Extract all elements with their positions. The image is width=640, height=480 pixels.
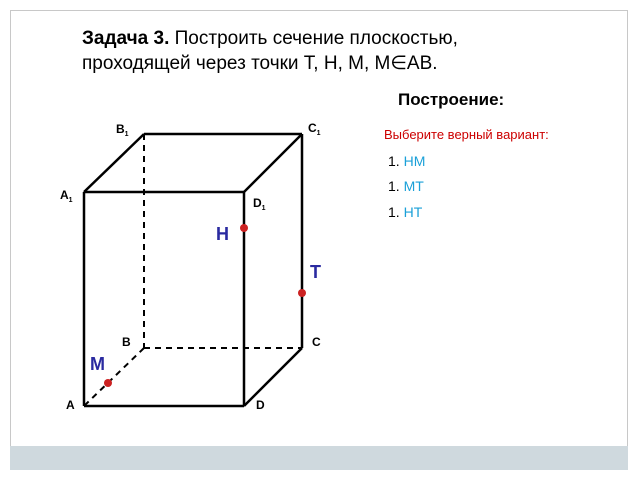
task-line1: Построить сечение плоскостью,	[174, 28, 458, 49]
vertex-d: D	[256, 398, 265, 412]
edge-d1-c1	[244, 134, 302, 192]
vertex-d1: $D_1$	[253, 196, 266, 212]
vertex-c1: $C_1$	[308, 121, 321, 137]
task-title: Задача 3.	[82, 28, 170, 49]
point-m-dot	[104, 379, 112, 387]
option-number: 1.	[388, 204, 400, 220]
construction-heading: Построение:	[398, 90, 505, 109]
point-h-dot	[240, 224, 248, 232]
vertex-c: C	[312, 335, 321, 349]
vertex-b1: $B_1$	[116, 122, 129, 138]
vertex-a: A	[66, 398, 75, 412]
option-label: НТ	[403, 204, 423, 220]
edge-a1-b1	[84, 134, 144, 192]
point-t-dot	[298, 289, 306, 297]
vertex-b: B	[122, 335, 131, 349]
task-line2: проходящей через точки Т, Н, М, М∈АВ.	[82, 53, 438, 74]
choose-prompt: Выберите верный вариант:	[384, 127, 549, 142]
edge-d-c	[244, 348, 302, 406]
point-h-label: H	[216, 224, 229, 244]
point-m-label: M	[90, 354, 105, 374]
point-t-label: T	[310, 262, 321, 282]
option-label: НМ	[403, 153, 426, 169]
option-number: 1.	[388, 178, 400, 194]
vertex-a1: $A_1$	[60, 188, 73, 204]
option-label: МТ	[403, 178, 424, 194]
option-number: 1.	[388, 153, 400, 169]
